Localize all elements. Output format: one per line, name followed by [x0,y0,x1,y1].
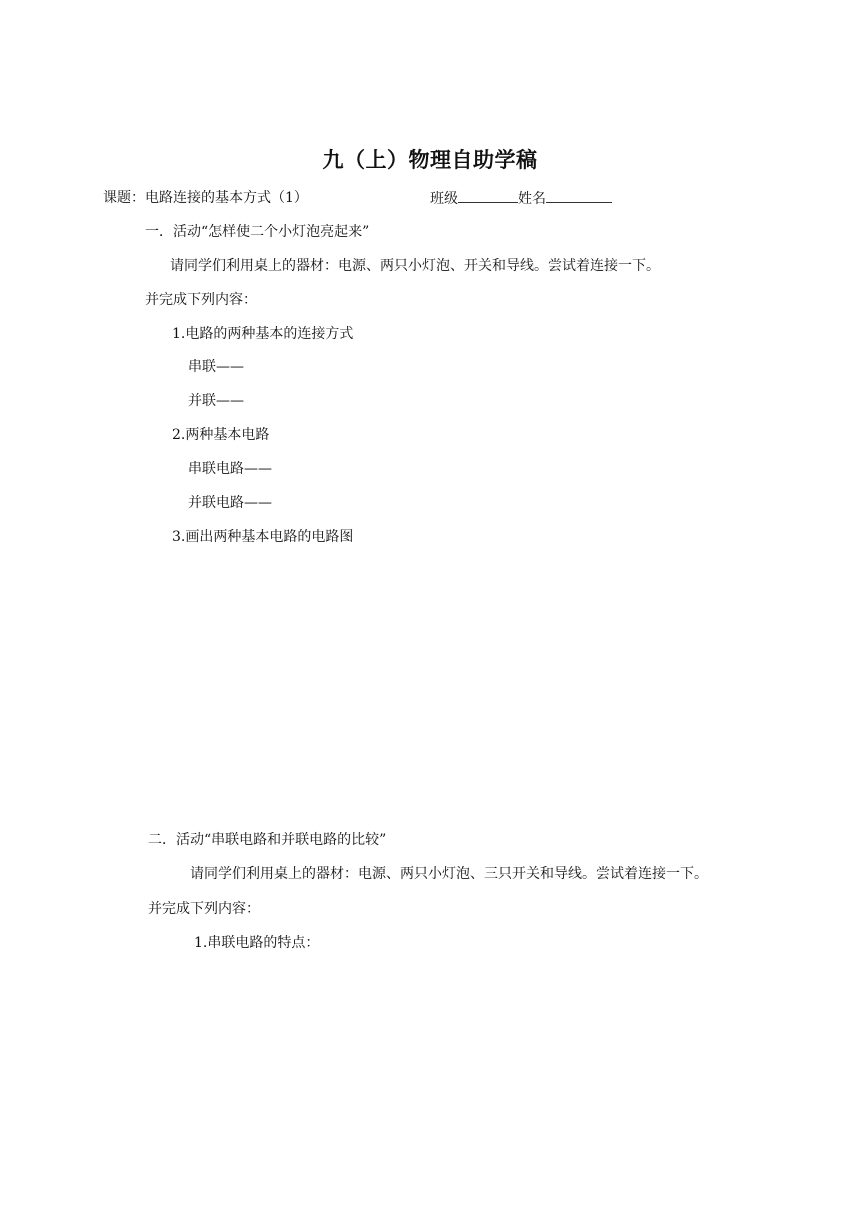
section1-item2: 2.两种基本电路 [172,427,270,443]
section1-heading: 一．活动“怎样使二个小灯泡亮起来” [145,224,370,240]
header-line [103,189,308,207]
topic-label: 课题： [103,190,145,206]
section1-instruction: 请同学们利用桌上的器材：电源、两只小灯泡、开关和导线。尝试着连接一下。 [170,258,660,274]
section1-item3: 3.画出两种基本电路的电路图 [172,529,354,545]
class-name-line [430,189,612,208]
section2-item1: 1.串联电路的特点： [194,935,320,951]
section1-item2-series: 串联电路—— [188,461,272,477]
section1-item1-series: 串联—— [188,359,244,375]
topic-text: 电路连接的基本方式（1） [145,190,308,206]
circuit-drawing-area[interactable] [145,560,745,810]
section1-item2-parallel: 并联电路—— [188,495,272,511]
name-label: 姓名 [518,191,546,207]
class-label: 班级 [430,191,458,207]
section1-complete: 并完成下列内容： [145,292,257,308]
section1-item1-parallel: 并联—— [188,393,244,409]
page-title: 九（上）物理自助学稿 [322,148,538,172]
name-blank[interactable] [546,189,612,203]
section2-complete: 并完成下列内容： [148,901,260,917]
section2-heading: 二．活动“串联电路和并联电路的比较” [148,832,387,848]
series-features-answer-area[interactable] [148,966,748,1166]
section2-instruction: 请同学们利用桌上的器材：电源、两只小灯泡、三只开关和导线。尝试着连接一下。 [190,866,708,882]
section1-item1: 1.电路的两种基本的连接方式 [172,326,354,342]
class-blank[interactable] [458,189,518,203]
